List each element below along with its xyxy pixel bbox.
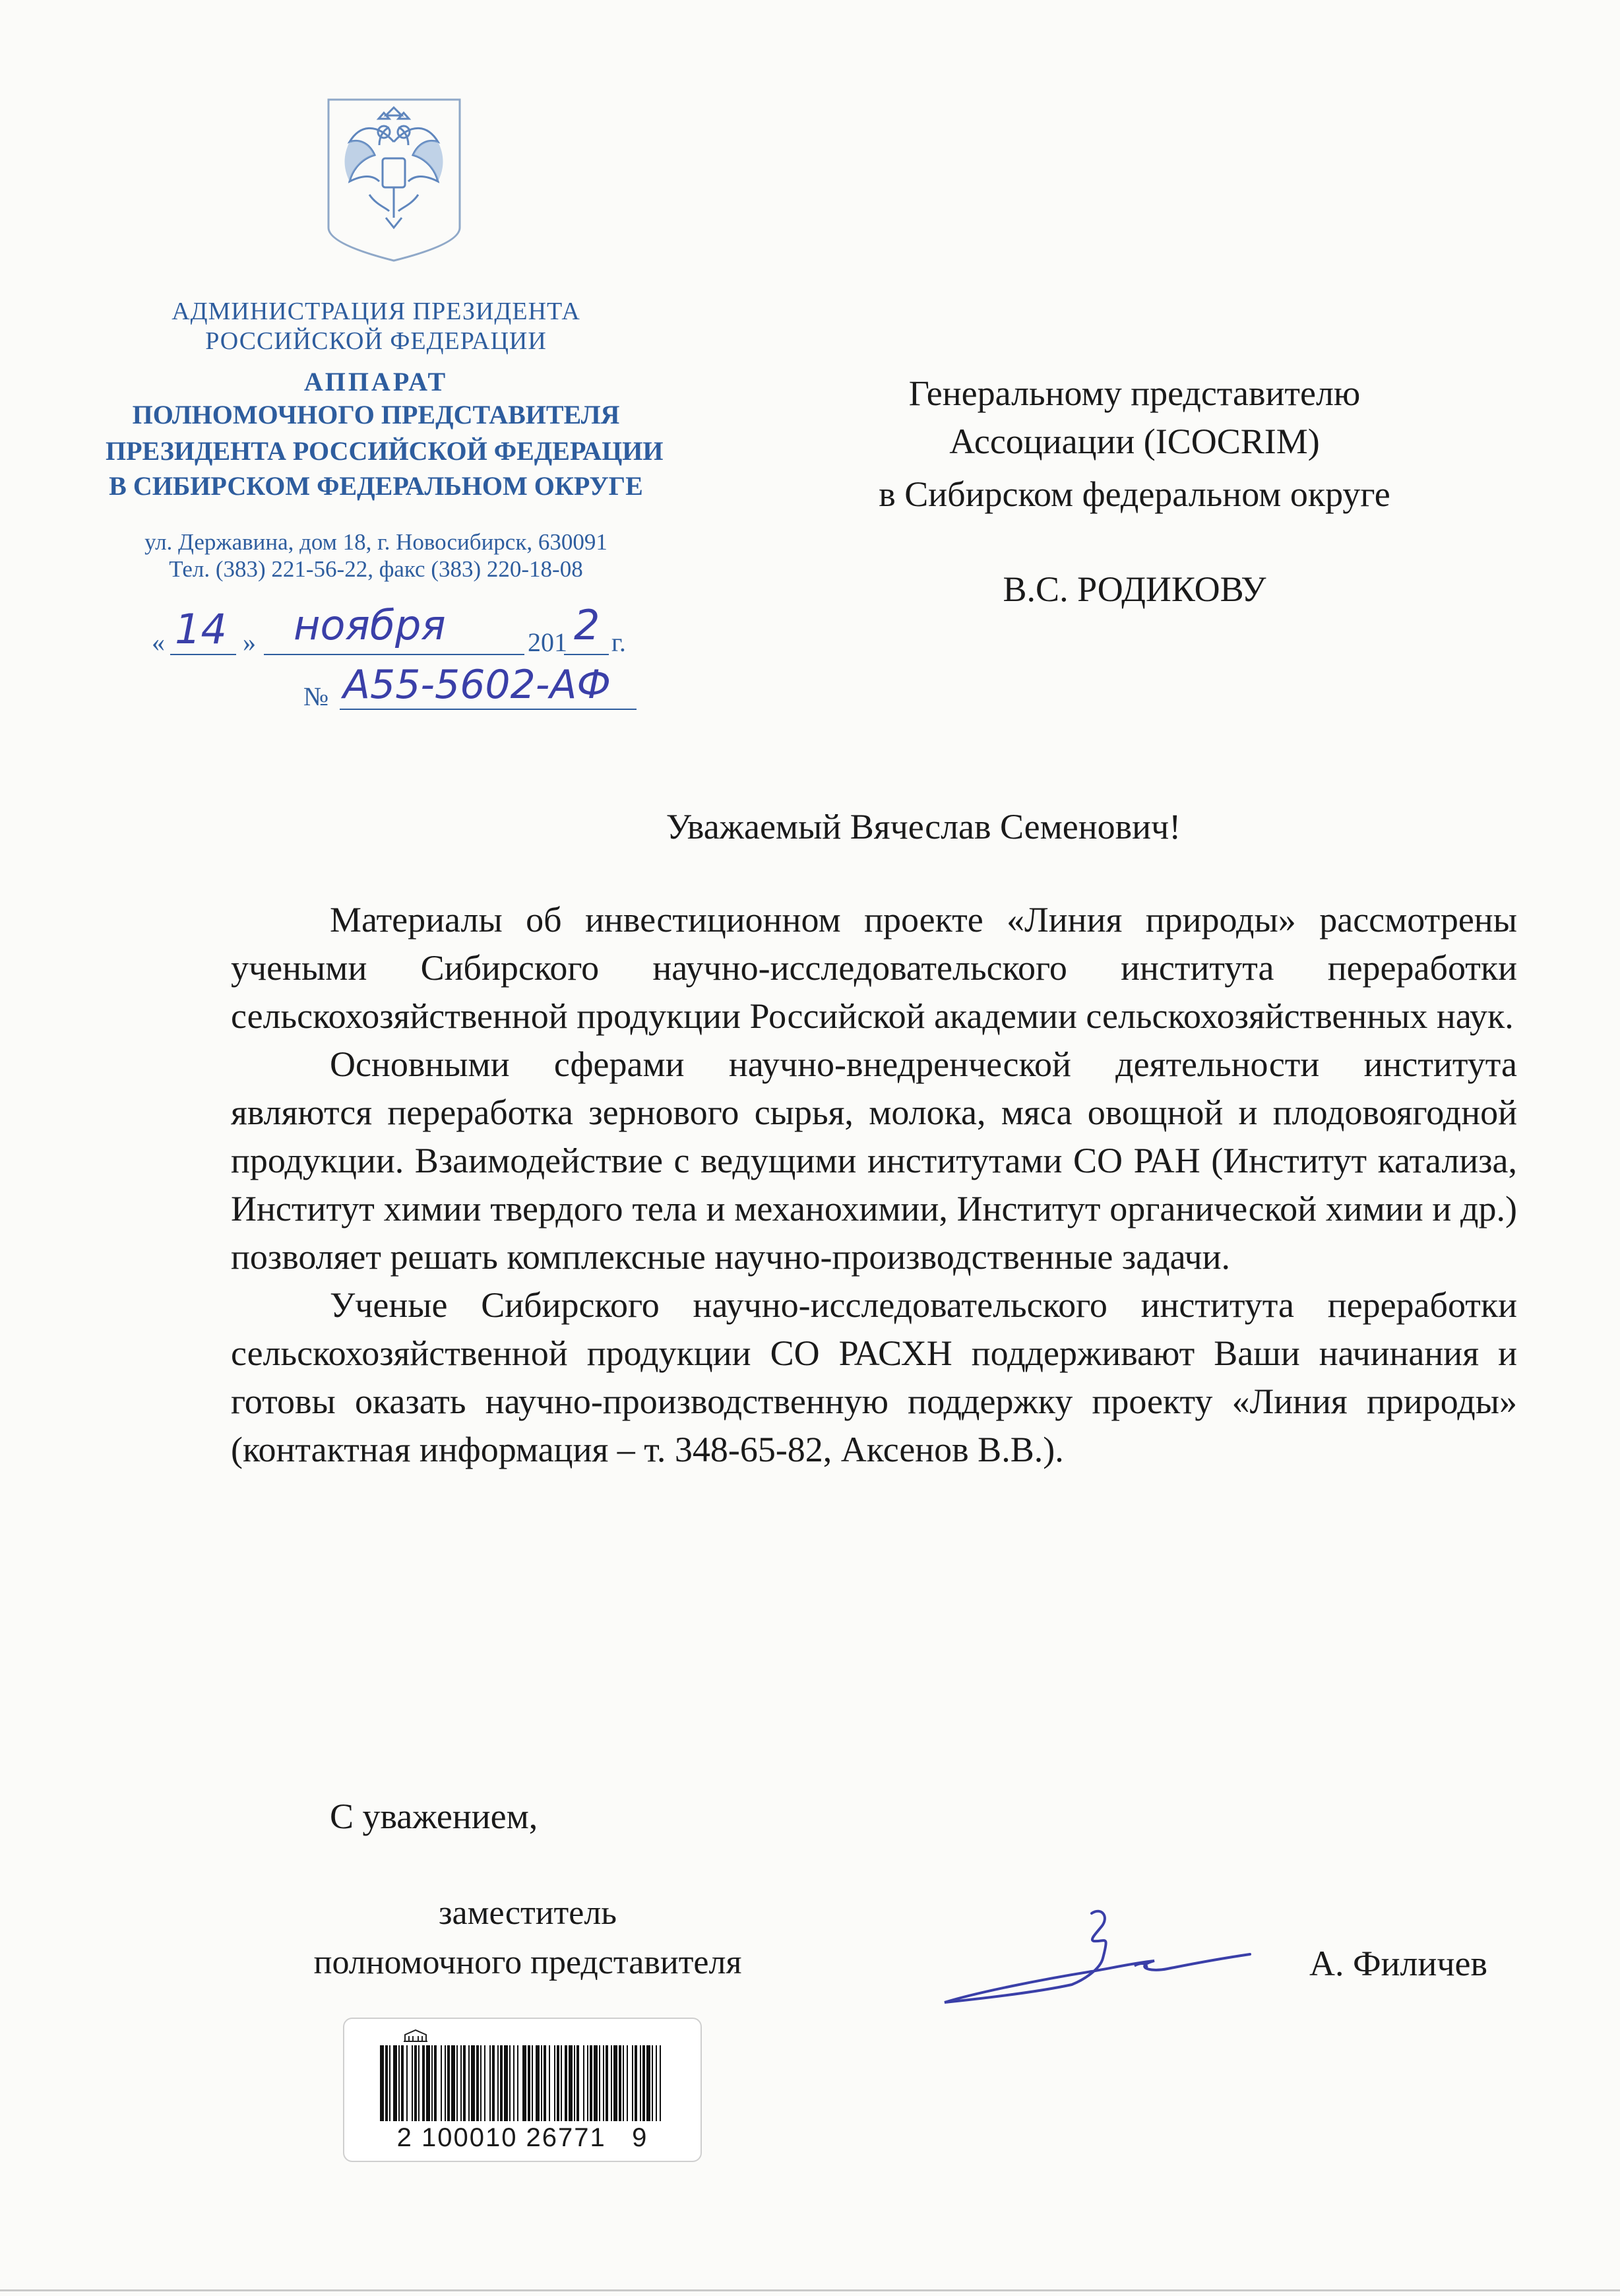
office-name-line3: ПРЕЗИДЕНТА РОССИЙСКОЙ ФЕДЕРАЦИИ <box>106 436 664 466</box>
paragraph: Материалы об инвестиционном проекте «Линия природы» рассмотрены учеными Сибирского научно-исследовательского института переработки сельскохозяйственной продукции Российской академии сельскохозяйственных наук. <box>231 900 1517 1036</box>
paragraph: Основными сферами научно-внедренческой деятельности института являются переработка зернового сырья, молока, мяса овощной и плодовоягодной продукции. Взаимодействие с ведущими институтами СО РАН (Институт катализа, Институт химии твердого тела и механохимии, Институт органической химии и др.) позволяет решать комплексные научно-производственные задачи. <box>231 1044 1517 1277</box>
barcode-number: 2 100010 26771 9 <box>396 2123 648 2152</box>
barcode-icon <box>377 2045 668 2121</box>
date-close-quote: » <box>243 627 256 657</box>
org-name-line1: АДМИНИСТРАЦИЯ ПРЕЗИДЕНТА <box>171 298 580 325</box>
date-year-suffix: 2 <box>574 601 600 649</box>
paragraph: Ученые Сибирского научно-исследовательского института переработки сельскохозяйственной продукции СО РАСХН поддерживают Ваши начинания и готовы оказать научно-производственную поддержку проекту «Линия природы» (контактная информация – т. 348-65-82, Аксенов В.В.). <box>231 1285 1517 1469</box>
addressee-line3: в Сибирском федеральном округе <box>879 474 1390 514</box>
org-name-line2: РОССИЙСКОЙ ФЕДЕРАЦИИ <box>205 327 547 355</box>
date-day: 14 <box>175 605 227 653</box>
addressee-line1: Генеральному представителю <box>908 373 1361 413</box>
closing-phrase: С уважением, <box>330 1797 538 1836</box>
barcode-sticker <box>343 2018 702 2162</box>
signatory-title-line2: полномочного представителя <box>313 1944 742 1981</box>
date-month: ноября <box>294 601 446 649</box>
office-phone: Тел. (383) 221-56-22, факс (383) 220-18-08 <box>169 556 583 582</box>
date-year-prefix: 201 <box>528 627 567 657</box>
date-year-underline <box>564 654 609 655</box>
salutation: Уважаемый Вячеслав Семенович! <box>666 807 1181 846</box>
handwritten-signature-icon <box>937 1900 1253 2006</box>
office-name-line1: АППАРАТ <box>303 367 449 397</box>
date-year-unit: г. <box>611 627 626 657</box>
reference-label: № <box>303 682 329 711</box>
reference-number: А55-5602-АФ <box>343 662 611 708</box>
letter-body <box>231 896 1517 1474</box>
addressee-name: В.С. РОДИКОВУ <box>1003 569 1266 609</box>
date-day-underline <box>170 654 236 655</box>
office-address: ул. Державина, дом 18, г. Новосибирск, 630091 <box>144 529 608 555</box>
office-name-line2: ПОЛНОМОЧНОГО ПРЕДСТАВИТЕЛЯ <box>132 400 620 430</box>
date-open-quote: « <box>152 627 165 657</box>
scan-edge-line <box>0 2289 1620 2291</box>
russian-coat-of-arms-icon <box>323 96 465 264</box>
building-logo-icon <box>402 2028 429 2043</box>
date-month-underline <box>264 654 524 655</box>
office-name-line4: В СИБИРСКОМ ФЕДЕРАЛЬНОМ ОКРУГЕ <box>109 471 643 501</box>
signatory-title-line1: заместитель <box>438 1894 617 1932</box>
signatory-name: А. Филичев <box>1309 1944 1488 1983</box>
reference-underline <box>340 709 637 710</box>
addressee-line2: Ассоциации (ICOCRIM) <box>949 422 1320 461</box>
